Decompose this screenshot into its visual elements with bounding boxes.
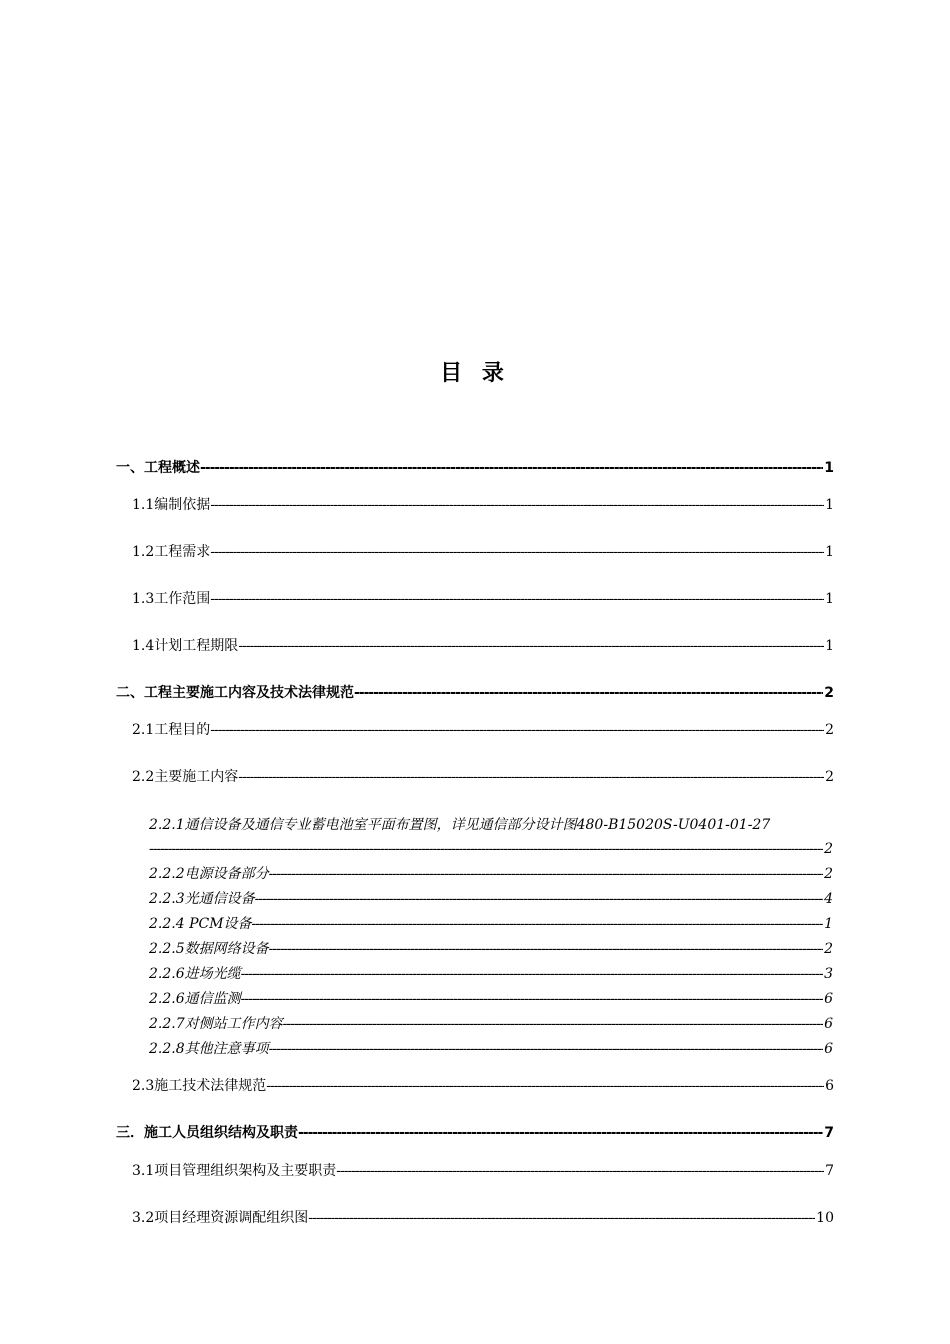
toc-entry-2-2-6-monitor[interactable] (149, 990, 833, 1008)
toc-leader (149, 840, 823, 858)
toc-entry-text: 2.2.5数据网络设备 (149, 941, 269, 957)
toc-entry-text: 一、工程概述 (116, 460, 200, 476)
toc-leader (210, 496, 824, 514)
toc-entry-text: 2.2.4 PCM设备 (149, 916, 252, 932)
toc-entry-2-1[interactable] (132, 721, 834, 739)
toc-entry-2-2-6-cable[interactable] (149, 965, 833, 983)
toc-entry-2-2-3[interactable] (149, 890, 833, 908)
toc-entry-text: 三．施工人员组织结构及职责 (116, 1125, 298, 1141)
toc-leader (354, 684, 823, 702)
toc-leader (269, 940, 823, 958)
toc-entry-1-2[interactable] (132, 543, 834, 561)
toc-entry-text: 2.2.7对侧站工作内容 (149, 1016, 283, 1032)
toc-page-number: 2 (824, 685, 834, 701)
toc-entry-text: 3.2项目经理资源调配组织图 (132, 1210, 309, 1226)
toc-leader (298, 1124, 823, 1142)
toc-leader (283, 1015, 823, 1033)
toc-page-number: 10 (816, 1210, 834, 1226)
toc-entry-text: 2.2.6进场光缆 (149, 966, 241, 982)
toc-entry-2-2-1-leader-line[interactable] (149, 840, 833, 858)
toc-entry-2-3[interactable] (132, 1077, 834, 1095)
toc-entry-text: 2.2.3光通信设备 (149, 891, 255, 907)
toc-entry-text: 1.3工作范围 (132, 591, 211, 607)
toc-entry-text: 1.4计划工程期限 (132, 638, 239, 654)
toc-page-number: 6 (824, 1041, 833, 1057)
toc-entry-text: 2.2.2电源设备部分 (149, 866, 269, 882)
toc-entry-chapter-2[interactable] (116, 684, 834, 702)
toc-entry-text: 1.2工程需求 (132, 544, 211, 560)
toc-page-number: 1 (825, 638, 834, 654)
toc-entry-2-2[interactable] (132, 768, 834, 786)
toc-leader (336, 1162, 824, 1180)
toc-leader (241, 990, 823, 1008)
toc-entry-chapter-1[interactable] (116, 459, 834, 477)
toc-entry-text: 2.2主要施工内容 (132, 769, 239, 785)
toc-entry-2-2-8[interactable] (149, 1040, 833, 1058)
toc-leader (308, 1209, 815, 1227)
toc-page-number: 1 (824, 460, 834, 476)
toc-page-number: 1 (825, 591, 834, 607)
toc-entry-2-2-7[interactable] (149, 1015, 833, 1033)
toc-leader (252, 915, 824, 933)
toc-page-number: 6 (824, 1016, 833, 1032)
toc-entry-3-2[interactable] (132, 1209, 834, 1227)
toc-entry-3-1[interactable] (132, 1162, 834, 1180)
toc-page-number: 6 (825, 1078, 834, 1094)
toc-entry-text: 二、工程主要施工内容及技术法律规范 (116, 685, 354, 701)
toc-leader (210, 590, 824, 608)
toc-entry-2-2-4[interactable] (149, 915, 833, 933)
toc-leader (266, 1077, 824, 1095)
toc-entry-text: 2.3施工技术法律规范 (132, 1078, 267, 1094)
toc-page-number: 2 (824, 866, 833, 882)
toc-page-number: 2 (825, 769, 834, 785)
toc-entry-text: 2.1工程目的 (132, 722, 211, 738)
toc-leader (255, 890, 823, 908)
toc-entry-2-2-1-text[interactable]: 2.2.1通信设备及通信专业蓄电池室平面布置图，详见通信部分设计图480-B15020S-U0401-01-27 (149, 817, 771, 833)
toc-leader (200, 459, 823, 477)
toc-entry-2-2-2[interactable] (149, 865, 833, 883)
toc-page-number: 1 (825, 544, 834, 560)
toc-entry-1-3[interactable] (132, 590, 834, 608)
toc-page-number: 6 (824, 991, 833, 1007)
toc-title: 目 录 (440, 360, 510, 386)
toc-page-number: 1 (824, 916, 833, 932)
toc-leader (210, 543, 824, 561)
toc-entry-1-1[interactable] (132, 496, 834, 514)
toc-entry-text: 2.2.8其他注意事项 (149, 1041, 269, 1057)
toc-leader (269, 865, 823, 883)
toc-entry-text: 1.1编制依据 (132, 497, 211, 513)
toc-page-number: 2 (824, 841, 833, 857)
toc-page-number: 2 (825, 722, 834, 738)
toc-leader (210, 721, 824, 739)
toc-leader (238, 768, 824, 786)
toc-leader (238, 637, 824, 655)
toc-entry-text: 3.1项目管理组织架构及主要职责 (132, 1163, 337, 1179)
toc-entry-text: 2.2.6通信监测 (149, 991, 241, 1007)
toc-page-number: 1 (825, 497, 834, 513)
toc-page-number: 7 (825, 1163, 834, 1179)
toc-leader (241, 965, 823, 983)
toc-page-number: 4 (824, 891, 833, 907)
toc-leader (269, 1040, 823, 1058)
toc-page-number: 3 (824, 966, 833, 982)
toc-page-number: 2 (824, 941, 833, 957)
toc-page-number: 7 (824, 1125, 834, 1141)
toc-entry-1-4[interactable] (132, 637, 834, 655)
toc-entry-2-2-5[interactable] (149, 940, 833, 958)
toc-entry-chapter-3[interactable] (116, 1124, 834, 1142)
